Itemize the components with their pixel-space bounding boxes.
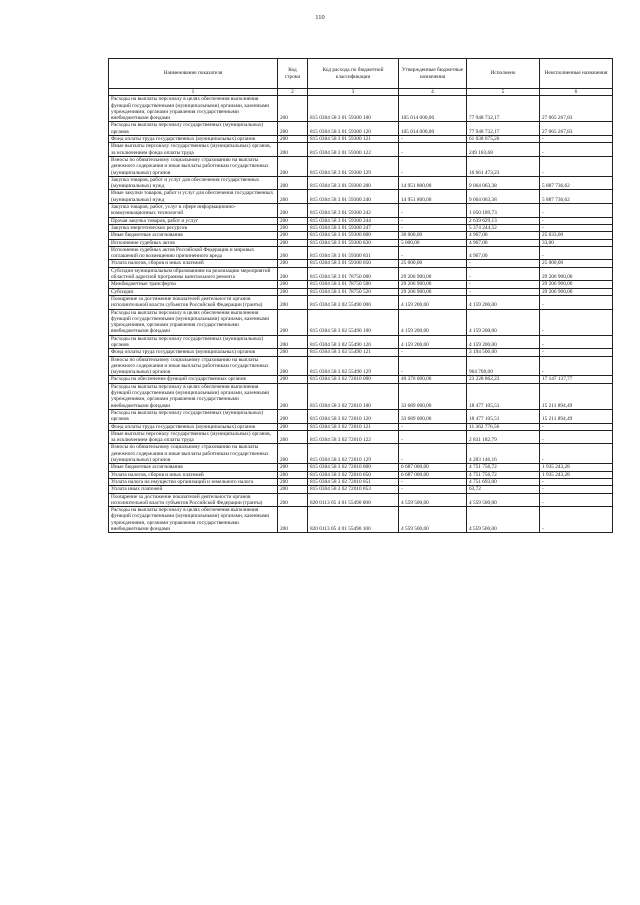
cell-indicator-name: Иные выплаты персоналу государственных (муниципальных) органов, за исключением фонда оплаты труда bbox=[109, 430, 278, 444]
cell-executed: 18 477 105,51 bbox=[467, 409, 540, 423]
cell-budget-code: 815 0304 58 3 02 72010 122 bbox=[308, 430, 399, 444]
table-row bbox=[109, 295, 613, 309]
cell-approved: - bbox=[399, 486, 467, 493]
cell-unexecuted: - bbox=[540, 309, 613, 335]
cell-unexecuted: - bbox=[540, 217, 613, 224]
cell-executed: 249 183,68 bbox=[467, 143, 540, 157]
cell-unexecuted: - bbox=[540, 430, 613, 444]
cell-unexecuted: 15 211 894,49 bbox=[540, 409, 613, 423]
cell-approved: - bbox=[399, 204, 467, 218]
cell-budget-code: 815 0304 58 3 02 72010 000 bbox=[308, 376, 399, 383]
cell-unexecuted: 29 206 900,00 bbox=[540, 267, 613, 281]
cell-approved: 6 687 000,00 bbox=[399, 471, 467, 478]
cell-unexecuted: - bbox=[540, 423, 613, 430]
cell-indicator-name: Расходы на выплаты персоналу в целях обеспечения выполнения функций государственными (муниципальными) органами, казенными учреждениями, органами управления государственными внебюджетными фондами bbox=[109, 309, 278, 335]
cell-line-code: 200 bbox=[278, 309, 308, 335]
cell-executed: 4 751 756,72 bbox=[467, 471, 540, 478]
cell-indicator-name: Уплата налогов, сборов и иных платежей bbox=[109, 471, 278, 478]
cell-unexecuted: - bbox=[540, 444, 613, 464]
cell-budget-code: 815 0304 58 3 02 55490 121 bbox=[308, 349, 399, 356]
cell-line-code: 200 bbox=[278, 232, 308, 239]
table-row bbox=[109, 309, 613, 335]
header-budget-classification-code: Код расхода по бюджетной классификации bbox=[308, 59, 399, 89]
header-indicator-name: Наименование показателя bbox=[109, 59, 278, 89]
cell-budget-code: 815 0304 58 3 01 59300 129 bbox=[308, 156, 399, 176]
cell-approved: - bbox=[399, 430, 467, 444]
cell-budget-code: 820 0113 05 4 01 55490 000 bbox=[308, 493, 399, 507]
cell-indicator-name: Расходы на выплаты персоналу в целях обеспечения выполнения функций государственными (муниципальными) органами, казенными учреждениями, органами управления государственными внебюджетными фондами bbox=[109, 96, 278, 122]
cell-line-code: 200 bbox=[278, 295, 308, 309]
cell-line-code: 200 bbox=[278, 288, 308, 295]
cell-budget-code: 815 0304 58 3 02 72010 121 bbox=[308, 423, 399, 430]
cell-approved: - bbox=[399, 444, 467, 464]
table-row bbox=[109, 376, 613, 383]
cell-approved: 6 687 000,00 bbox=[399, 464, 467, 471]
cell-executed: 2 639 629,13 bbox=[467, 217, 540, 224]
cell-line-code: 200 bbox=[278, 444, 308, 464]
cell-line-code: 200 bbox=[278, 349, 308, 356]
cell-approved: 4 159 200,00 bbox=[399, 335, 467, 349]
cell-budget-code: 815 0304 58 3 01 59300 830 bbox=[308, 239, 399, 246]
cell-line-code: 200 bbox=[278, 507, 308, 533]
cell-approved: 33 689 000,00 bbox=[399, 383, 467, 409]
cell-budget-code: 815 0304 58 3 01 59300 242 bbox=[308, 204, 399, 218]
cell-executed: 23 228 862,23 bbox=[467, 376, 540, 383]
cell-unexecuted: - bbox=[540, 356, 613, 376]
table-row bbox=[109, 281, 613, 288]
cell-indicator-name: Иные бюджетные ассигнования bbox=[109, 232, 278, 239]
cell-line-code: 200 bbox=[278, 136, 308, 143]
cell-executed: - bbox=[467, 288, 540, 295]
cell-indicator-name: Взносы по обязательному социальному страхованию на выплаты денежного содержания и иные выплаты работникам государственных (муниципальных) органов bbox=[109, 356, 278, 376]
cell-indicator-name: Закупка товаров, работ, услуг в сфере информационно-коммуникационных технологий bbox=[109, 204, 278, 218]
cell-budget-code: 815 0304 58 3 01 78750 520 bbox=[308, 288, 399, 295]
table-row bbox=[109, 232, 613, 239]
cell-indicator-name: Уплата налогов, сборов и иных платежей bbox=[109, 260, 278, 267]
table-row bbox=[109, 430, 613, 444]
cell-budget-code: 815 0304 58 3 02 55490 000 bbox=[308, 295, 399, 309]
cell-executed: 18 477 105,51 bbox=[467, 383, 540, 409]
cell-line-code: 200 bbox=[278, 335, 308, 349]
cell-budget-code: 815 0304 58 3 01 78750 000 bbox=[308, 267, 399, 281]
cell-approved: 25 000,00 bbox=[399, 260, 467, 267]
cell-approved: 33 689 000,00 bbox=[399, 409, 467, 423]
header-unexecuted: Неисполненные назначения bbox=[540, 59, 613, 89]
cell-line-code: 200 bbox=[278, 143, 308, 157]
cell-indicator-name: Фонд оплаты труда государственных (муниципальных) органов bbox=[109, 136, 278, 143]
cell-indicator-name: Взносы по обязательному социальному страхованию на выплаты денежного содержания и иные выплаты работникам государственных (муниципальных) органов bbox=[109, 444, 278, 464]
cell-indicator-name: Взносы по обязательному социальному страхованию на выплаты денежного содержания и иные выплаты работникам государственных (муниципальных) органов bbox=[109, 156, 278, 176]
column-index: 5 bbox=[467, 89, 540, 96]
cell-indicator-name: Исполнение судебных актов Российской Федерации и мировых соглашений по возмещению причиненного вреда bbox=[109, 246, 278, 260]
cell-line-code: 200 bbox=[278, 224, 308, 231]
table-row bbox=[109, 136, 613, 143]
cell-executed: 4 967,00 bbox=[467, 232, 540, 239]
cell-line-code: 200 bbox=[278, 464, 308, 471]
cell-approved: 4 559 500,00 bbox=[399, 493, 467, 507]
table-row bbox=[109, 478, 613, 485]
cell-budget-code: 815 0304 58 3 01 59300 240 bbox=[308, 190, 399, 204]
cell-approved: - bbox=[399, 478, 467, 485]
budget-execution-table bbox=[108, 58, 613, 533]
cell-line-code: 200 bbox=[278, 176, 308, 190]
cell-budget-code: 815 0304 58 3 02 72010 850 bbox=[308, 471, 399, 478]
cell-unexecuted: 17 147 137,77 bbox=[540, 376, 613, 383]
cell-line-code: 200 bbox=[278, 217, 308, 224]
table-row bbox=[109, 464, 613, 471]
cell-approved: 105 014 000,00 bbox=[399, 96, 467, 122]
cell-indicator-name: Расходы на выплаты персоналу в целях обеспечения выполнения функций государственными (муниципальными) органами, казенными учреждениями, органами управления государственными внебюджетными фондами bbox=[109, 507, 278, 533]
cell-unexecuted: - bbox=[540, 478, 613, 485]
table-row bbox=[109, 246, 613, 260]
table-row bbox=[109, 383, 613, 409]
table-row bbox=[109, 444, 613, 464]
cell-indicator-name: Закупка товаров, работ и услуг для обеспечения государственных (муниципальных) нужд bbox=[109, 176, 278, 190]
cell-indicator-name: Расходы на обеспечение функций государственных органов bbox=[109, 376, 278, 383]
table-row bbox=[109, 493, 613, 507]
cell-unexecuted: - bbox=[540, 246, 613, 260]
cell-line-code: 200 bbox=[278, 260, 308, 267]
cell-indicator-name: Исполнение судебных актов bbox=[109, 239, 278, 246]
cell-executed: 61 038 075,26 bbox=[467, 136, 540, 143]
cell-indicator-name: Субсидии муниципальным образованиям на реализацию мероприятий областной адресной программы капитального ремонта bbox=[109, 267, 278, 281]
cell-unexecuted: 15 211 894,49 bbox=[540, 383, 613, 409]
table-row bbox=[109, 122, 613, 136]
cell-executed: 4 751 693,00 bbox=[467, 478, 540, 485]
cell-line-code: 200 bbox=[278, 122, 308, 136]
column-index: 1 bbox=[109, 89, 278, 96]
cell-budget-code: 815 0304 58 3 01 59300 120 bbox=[308, 122, 399, 136]
cell-executed: 964 700,00 bbox=[467, 356, 540, 376]
cell-executed: 9 064 063,38 bbox=[467, 190, 540, 204]
cell-approved: 29 206 900,00 bbox=[399, 281, 467, 288]
cell-indicator-name: Иные бюджетные ассигнования bbox=[109, 464, 278, 471]
cell-indicator-name: Уплата иных платежей bbox=[109, 486, 278, 493]
cell-executed: 4 967,00 bbox=[467, 246, 540, 260]
cell-executed: - bbox=[467, 267, 540, 281]
cell-executed: 4 559 500,00 bbox=[467, 493, 540, 507]
cell-line-code: 200 bbox=[278, 96, 308, 122]
cell-unexecuted: 25 033,00 bbox=[540, 232, 613, 239]
cell-executed: 3 194 500,00 bbox=[467, 349, 540, 356]
table-row bbox=[109, 239, 613, 246]
cell-indicator-name: Субсидии bbox=[109, 288, 278, 295]
cell-executed: 4 159 200,00 bbox=[467, 309, 540, 335]
cell-executed: 63,72 bbox=[467, 486, 540, 493]
cell-approved: - bbox=[399, 224, 467, 231]
cell-budget-code: 815 0304 58 3 01 59300 831 bbox=[308, 246, 399, 260]
cell-executed: 4 967,00 bbox=[467, 239, 540, 246]
cell-unexecuted: 5 887 736,62 bbox=[540, 176, 613, 190]
cell-unexecuted: - bbox=[540, 136, 613, 143]
cell-unexecuted: - bbox=[540, 204, 613, 218]
cell-approved: 29 206 900,00 bbox=[399, 288, 467, 295]
cell-line-code: 200 bbox=[278, 471, 308, 478]
cell-executed: 4 559 500,00 bbox=[467, 507, 540, 533]
table-row bbox=[109, 217, 613, 224]
cell-executed: 4 751 756,72 bbox=[467, 464, 540, 471]
cell-line-code: 200 bbox=[278, 204, 308, 218]
column-index: 2 bbox=[278, 89, 308, 96]
cell-approved: 5 000,00 bbox=[399, 239, 467, 246]
header-executed: Исполнено bbox=[467, 59, 540, 89]
cell-line-code: 200 bbox=[278, 423, 308, 430]
cell-line-code: 200 bbox=[278, 409, 308, 423]
cell-line-code: 200 bbox=[278, 156, 308, 176]
cell-line-code: 200 bbox=[278, 430, 308, 444]
cell-indicator-name: Расходы на выплаты персоналу государственных (муниципальных) органов bbox=[109, 409, 278, 423]
table-row bbox=[109, 486, 613, 493]
cell-approved: - bbox=[399, 143, 467, 157]
cell-indicator-name: Расходы на выплаты персоналу в целях обеспечения выполнения функций государственными (муниципальными) органами, казенными учреждениями, органами управления государственными внебюджетными фондами bbox=[109, 383, 278, 409]
column-index: 6 bbox=[540, 89, 613, 96]
cell-unexecuted: 29 206 900,00 bbox=[540, 281, 613, 288]
cell-unexecuted: - bbox=[540, 335, 613, 349]
cell-approved: 4 559 500,00 bbox=[399, 507, 467, 533]
cell-indicator-name: Прочая закупка товаров, работ и услуг bbox=[109, 217, 278, 224]
table-row bbox=[109, 423, 613, 430]
column-index-row bbox=[109, 89, 613, 96]
cell-indicator-name: Расходы на выплаты персоналу государственных (муниципальных) органов bbox=[109, 335, 278, 349]
cell-budget-code: 815 0304 58 3 01 59300 247 bbox=[308, 224, 399, 231]
cell-approved: - bbox=[399, 136, 467, 143]
cell-indicator-name: Фонд оплаты труда государственных (муниципальных) органов bbox=[109, 349, 278, 356]
cell-executed: 11 362 776,56 bbox=[467, 423, 540, 430]
cell-indicator-name: Иные закупки товаров, работ и услуг для обеспечения государственных (муниципальных) нужд bbox=[109, 190, 278, 204]
cell-unexecuted: - bbox=[540, 486, 613, 493]
table-row bbox=[109, 96, 613, 122]
column-index: 3 bbox=[308, 89, 399, 96]
table-row bbox=[109, 409, 613, 423]
cell-approved: - bbox=[399, 217, 467, 224]
cell-unexecuted: 5 887 736,62 bbox=[540, 190, 613, 204]
cell-approved: 40 376 000,00 bbox=[399, 376, 467, 383]
cell-unexecuted: - bbox=[540, 295, 613, 309]
cell-budget-code: 815 0304 58 3 01 59300 100 bbox=[308, 96, 399, 122]
cell-indicator-name: Фонд оплаты труда государственных (муниципальных) органов bbox=[109, 423, 278, 430]
table-row bbox=[109, 288, 613, 295]
cell-line-code: 200 bbox=[278, 267, 308, 281]
table-row bbox=[109, 190, 613, 204]
cell-approved: - bbox=[399, 246, 467, 260]
cell-executed: - bbox=[467, 260, 540, 267]
cell-approved: - bbox=[399, 156, 467, 176]
column-index: 4 bbox=[399, 89, 467, 96]
table-row bbox=[109, 471, 613, 478]
cell-indicator-name: Поощрение за достижение показателей деятельности органов исполнительной власти субъектов Российской Федерации (гранты) bbox=[109, 295, 278, 309]
cell-budget-code: 815 0304 58 3 02 72010 129 bbox=[308, 444, 399, 464]
cell-indicator-name: Межбюджетные трансферты bbox=[109, 281, 278, 288]
cell-budget-code: 815 0304 58 3 01 59300 800 bbox=[308, 232, 399, 239]
cell-budget-code: 815 0304 58 3 02 72010 851 bbox=[308, 478, 399, 485]
cell-budget-code: 815 0304 58 3 02 72010 120 bbox=[308, 409, 399, 423]
cell-executed: 1 050 189,73 bbox=[467, 204, 540, 218]
cell-unexecuted: 1 935 243,28 bbox=[540, 464, 613, 471]
cell-budget-code: 815 0304 58 3 02 72010 800 bbox=[308, 464, 399, 471]
header-approved: Утвержденные бюджетные назначения bbox=[399, 59, 467, 89]
table-body bbox=[109, 96, 613, 533]
cell-indicator-name: Иные выплаты персоналу государственных (муниципальных) органов, за исключением фонда оплаты труда bbox=[109, 143, 278, 157]
cell-line-code: 200 bbox=[278, 239, 308, 246]
cell-approved: 29 206 900,00 bbox=[399, 267, 467, 281]
cell-unexecuted: 25 000,00 bbox=[540, 260, 613, 267]
header-line-code: Код строки bbox=[278, 59, 308, 89]
cell-executed: 77 948 732,17 bbox=[467, 122, 540, 136]
cell-line-code: 200 bbox=[278, 356, 308, 376]
cell-budget-code: 815 0304 58 3 01 59300 121 bbox=[308, 136, 399, 143]
cell-unexecuted: 29 206 900,00 bbox=[540, 288, 613, 295]
cell-budget-code: 815 0304 58 3 02 55490 129 bbox=[308, 356, 399, 376]
cell-approved: 105 014 000,00 bbox=[399, 122, 467, 136]
table-row bbox=[109, 507, 613, 533]
cell-line-code: 200 bbox=[278, 376, 308, 383]
cell-indicator-name: Расходы на выплаты персоналу государственных (муниципальных) органов bbox=[109, 122, 278, 136]
cell-unexecuted: 1 935 243,28 bbox=[540, 471, 613, 478]
cell-approved: - bbox=[399, 423, 467, 430]
cell-executed: 5 374 244,52 bbox=[467, 224, 540, 231]
cell-line-code: 200 bbox=[278, 281, 308, 288]
cell-indicator-name: Закупка энергетических ресурсов bbox=[109, 224, 278, 231]
cell-approved: 14 951 800,00 bbox=[399, 176, 467, 190]
cell-approved: - bbox=[399, 349, 467, 356]
cell-line-code: 200 bbox=[278, 246, 308, 260]
cell-indicator-name: Уплата налога на имущество организаций и земельного налога bbox=[109, 478, 278, 485]
cell-budget-code: 815 0304 58 3 02 72010 100 bbox=[308, 383, 399, 409]
page-number: 110 bbox=[315, 14, 325, 21]
cell-executed: - bbox=[467, 281, 540, 288]
cell-approved: 4 159 200,00 bbox=[399, 309, 467, 335]
cell-executed: 77 948 732,17 bbox=[467, 96, 540, 122]
table-header bbox=[109, 59, 613, 96]
table-row bbox=[109, 267, 613, 281]
cell-budget-code: 820 0113 05 4 01 55490 100 bbox=[308, 507, 399, 533]
cell-approved: - bbox=[399, 356, 467, 376]
table-row bbox=[109, 156, 613, 176]
cell-budget-code: 815 0304 58 3 01 78750 500 bbox=[308, 281, 399, 288]
cell-approved: 30 000,00 bbox=[399, 232, 467, 239]
cell-executed: 4 159 200,00 bbox=[467, 295, 540, 309]
cell-executed: 16 661 473,23 bbox=[467, 156, 540, 176]
cell-unexecuted: 27 065 267,83 bbox=[540, 122, 613, 136]
cell-unexecuted: 27 065 267,83 bbox=[540, 96, 613, 122]
table-row bbox=[109, 356, 613, 376]
cell-executed: 9 064 063,38 bbox=[467, 176, 540, 190]
table-row bbox=[109, 204, 613, 218]
cell-budget-code: 815 0304 58 3 02 55490 100 bbox=[308, 309, 399, 335]
cell-approved: 14 951 800,00 bbox=[399, 190, 467, 204]
table-row bbox=[109, 224, 613, 231]
cell-executed: 2 831 182,79 bbox=[467, 430, 540, 444]
table-row bbox=[109, 143, 613, 157]
cell-line-code: 200 bbox=[278, 493, 308, 507]
cell-budget-code: 815 0304 58 3 01 59300 200 bbox=[308, 176, 399, 190]
cell-executed: 4 159 200,00 bbox=[467, 335, 540, 349]
cell-unexecuted: - bbox=[540, 493, 613, 507]
cell-line-code: 200 bbox=[278, 478, 308, 485]
cell-budget-code: 815 0304 58 3 02 72010 853 bbox=[308, 486, 399, 493]
table-row bbox=[109, 349, 613, 356]
cell-line-code: 200 bbox=[278, 383, 308, 409]
cell-unexecuted: - bbox=[540, 507, 613, 533]
cell-unexecuted: - bbox=[540, 349, 613, 356]
table-row bbox=[109, 335, 613, 349]
cell-indicator-name: Поощрение за достижение показателей деятельности органов исполнительной власти субъектов Российской Федерации (гранты) bbox=[109, 493, 278, 507]
table-row bbox=[109, 260, 613, 267]
cell-unexecuted: 33,00 bbox=[540, 239, 613, 246]
cell-budget-code: 815 0304 58 3 02 55490 120 bbox=[308, 335, 399, 349]
cell-unexecuted: - bbox=[540, 143, 613, 157]
cell-line-code: 200 bbox=[278, 486, 308, 493]
cell-unexecuted: - bbox=[540, 156, 613, 176]
cell-executed: 4 283 146,16 bbox=[467, 444, 540, 464]
cell-budget-code: 815 0304 58 3 01 59300 850 bbox=[308, 260, 399, 267]
cell-budget-code: 815 0304 58 3 01 59300 122 bbox=[308, 143, 399, 157]
cell-budget-code: 815 0304 58 3 01 59300 244 bbox=[308, 217, 399, 224]
cell-unexecuted: - bbox=[540, 224, 613, 231]
table-row bbox=[109, 176, 613, 190]
cell-approved: 4 159 200,00 bbox=[399, 295, 467, 309]
cell-line-code: 200 bbox=[278, 190, 308, 204]
